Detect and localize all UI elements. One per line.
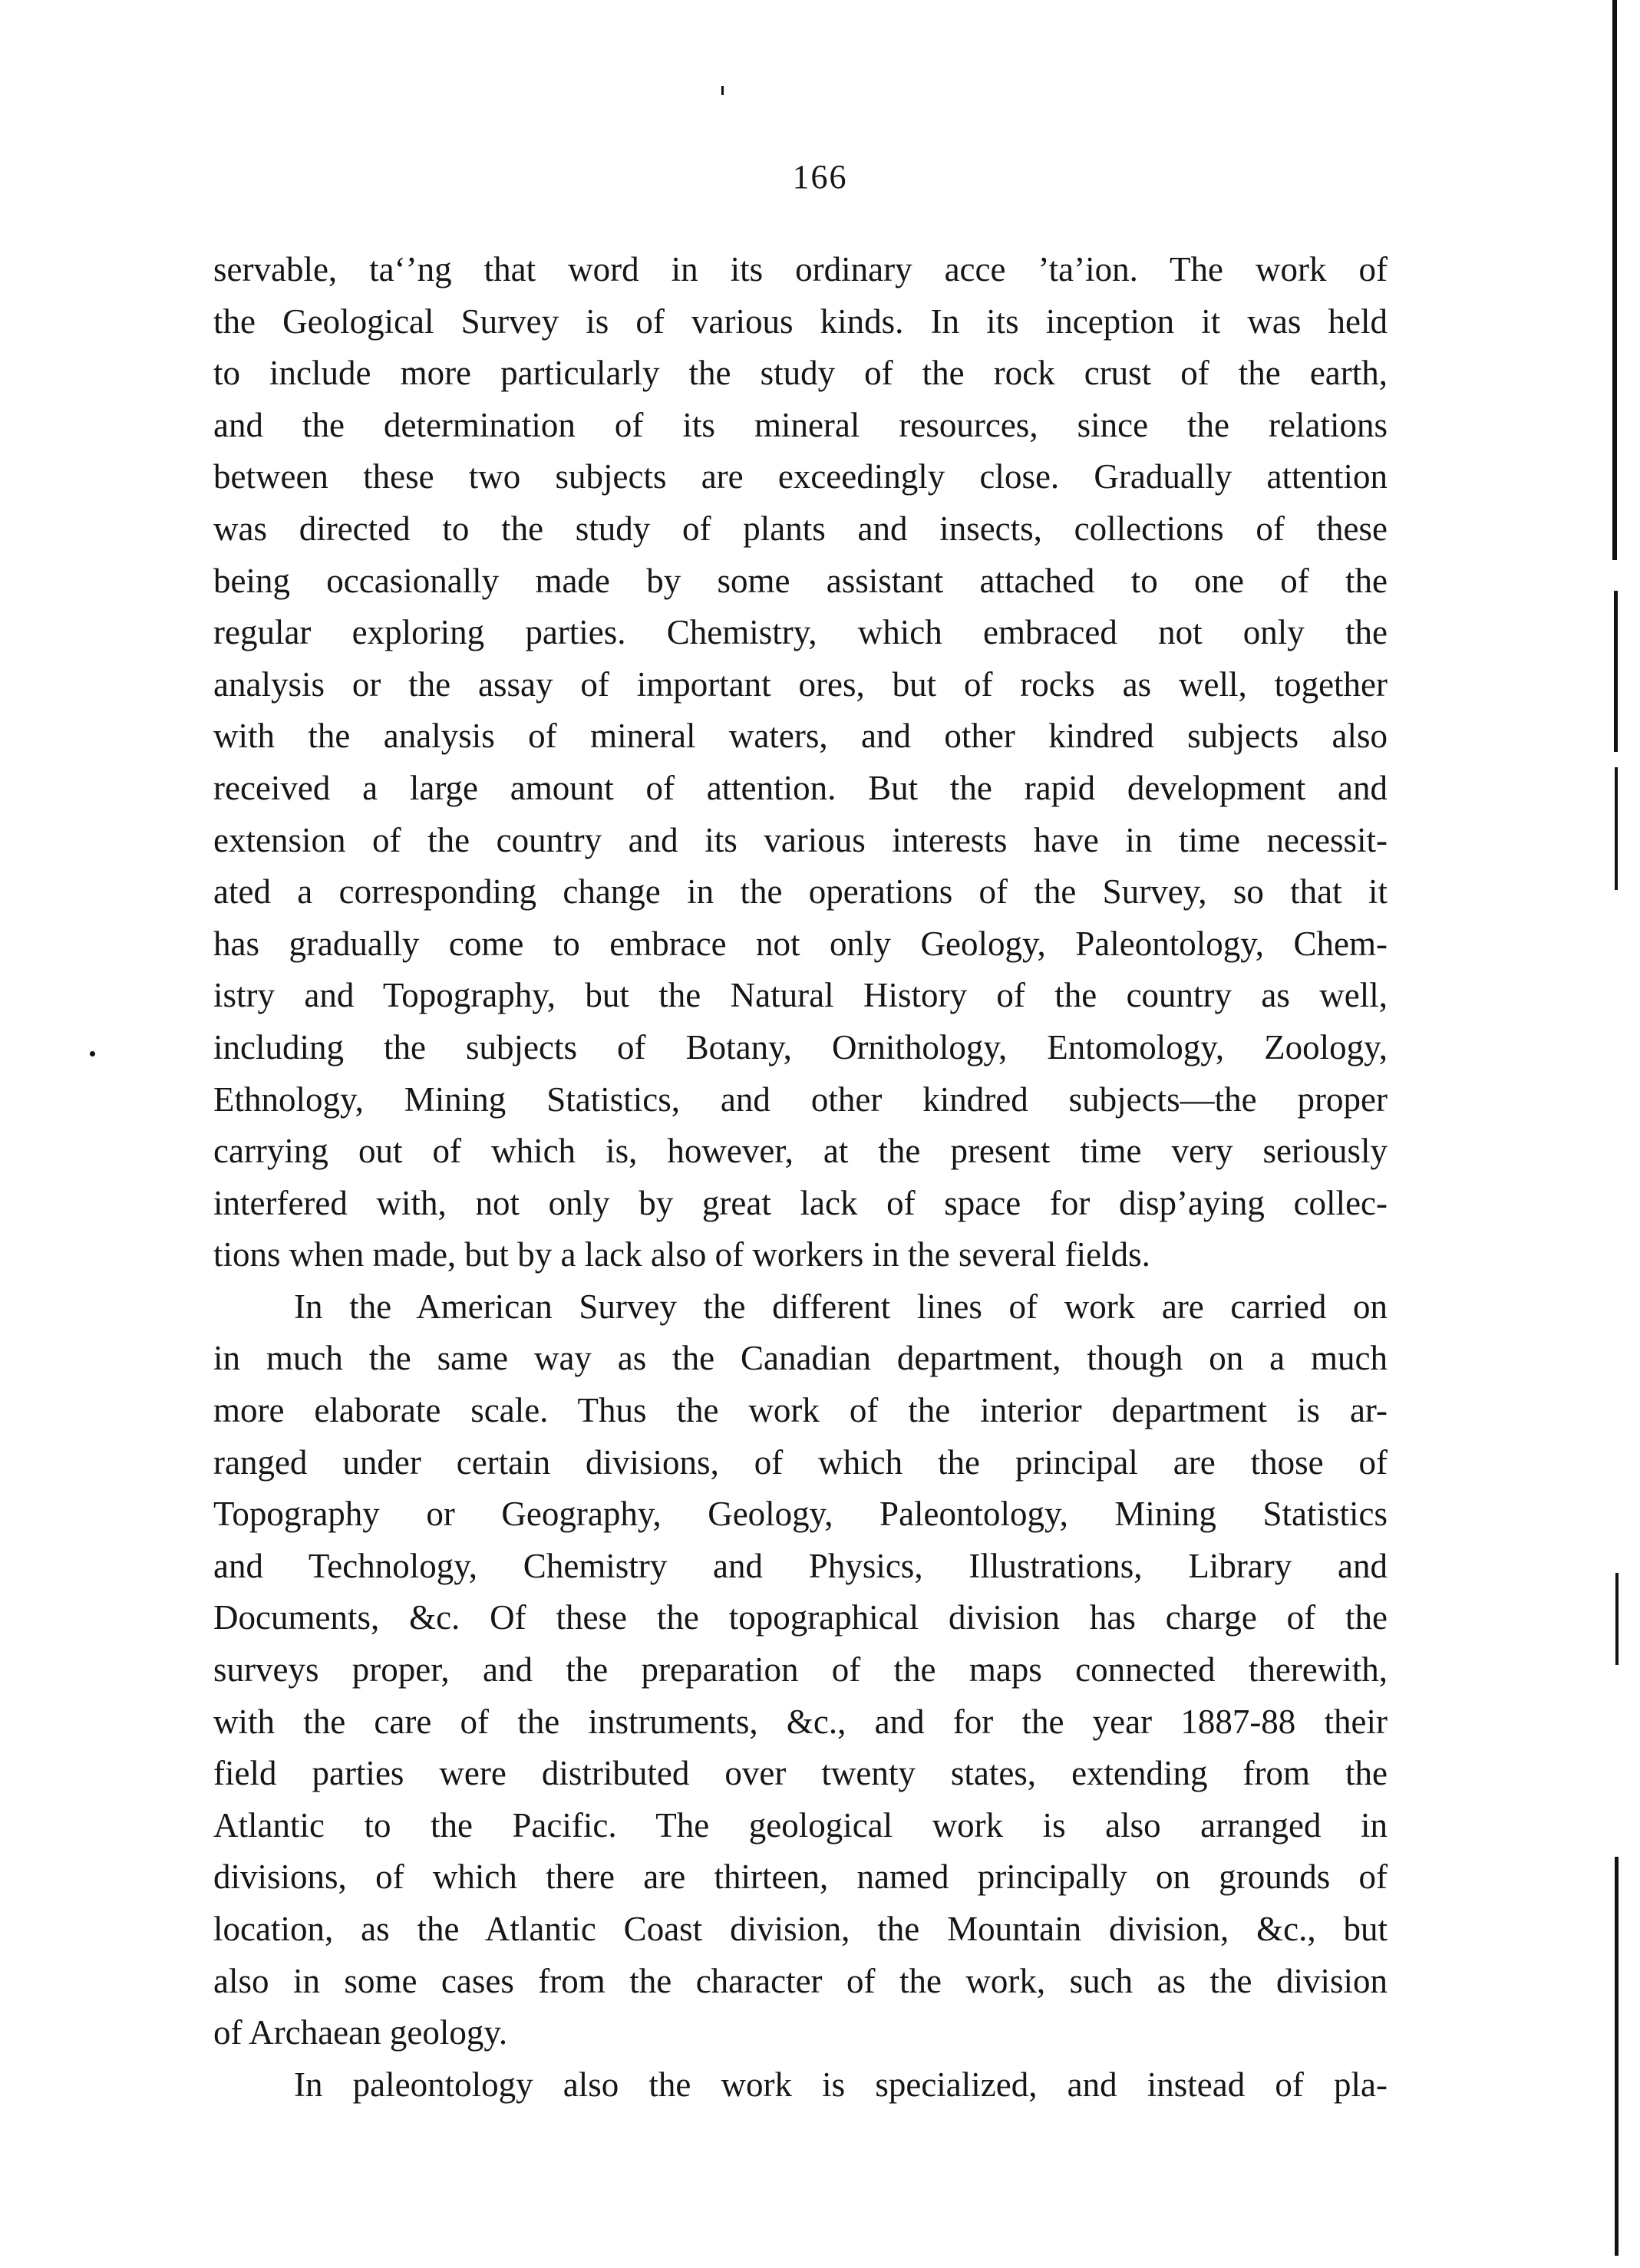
scan-edge-mark — [1614, 591, 1618, 752]
text-line: ranged under certain divisions, of which the principal are those of — [213, 1442, 1388, 1482]
text-line: being occasionally made by some assistant attached to one of the — [213, 561, 1388, 600]
text-line: extension of the country and its various interests have in time necessit- — [213, 820, 1388, 859]
text-line: field parties were distributed over twenty states, extending from the — [213, 1754, 1388, 1793]
text-line: istry and Topography, but the Natural History of the country as well, — [213, 976, 1388, 1015]
text-line: Topography or Geography, Geology, Paleontology, Mining Statistics — [213, 1495, 1388, 1534]
text-line: Documents, &c. Of these the topographical division has charge of the — [213, 1598, 1388, 1637]
text-line: Atlantic to the Pacific. The geological work is also arranged in — [213, 1805, 1388, 1844]
text-line: carrying out of which is, however, at the present time very seriously — [213, 1132, 1388, 1171]
text-line: interfered with, not only by great lack of space for disp’aying collec- — [213, 1183, 1388, 1222]
text-line: has gradually come to embrace not only Geology, Paleontology, Chem- — [213, 924, 1388, 963]
text-line: to include more particularly the study of the rock crust of the earth, — [213, 354, 1388, 393]
text-line: more elaborate scale. Thus the work of the interior department is ar- — [213, 1391, 1388, 1430]
body-text — [213, 244, 1388, 2111]
text-line: the Geological Survey is of various kinds. In its inception it was held — [213, 302, 1388, 341]
text-line: In paleontology also the work is specialized, and instead of pla- — [294, 2065, 1388, 2104]
text-line: analysis or the assay of important ores, but of rocks as well, together — [213, 664, 1388, 704]
text-line: was directed to the study of plants and insects, collections of these — [213, 509, 1388, 548]
text-line: Ethnology, Mining Statistics, and other kindred subjects—the proper — [213, 1080, 1388, 1119]
text-line: in much the same way as the Canadian department, though on a much — [213, 1339, 1388, 1378]
text-line: surveys proper, and the preparation of the maps connected therewith, — [213, 1650, 1388, 1689]
text-line: also in some cases from the character of the work, such as the division — [213, 1961, 1388, 2000]
scan-edge-mark — [1615, 1857, 1619, 2256]
text-line: between these two subjects are exceedingly close. Gradually attention — [213, 457, 1388, 496]
text-line: and the determination of its mineral resources, since the relations — [213, 405, 1388, 444]
scan-edge-mark — [1615, 767, 1618, 890]
text-line: servable, ta‘’ng that word in its ordinary acce ’ta’ion. The work of — [213, 250, 1388, 288]
text-line: divisions, of which there are thirteen, named principally on grounds of — [213, 1858, 1388, 1897]
text-line: tions when made, but by a lack also of workers in the several fields. — [213, 1235, 1150, 1274]
scan-edge-mark — [1615, 1573, 1619, 1665]
text-line: of Archaean geology. — [213, 2013, 508, 2052]
text-line: received a large amount of attention. But the rapid development and — [213, 768, 1388, 807]
text-line: with the care of the instruments, &c., and for the year 1887-88 their — [213, 1702, 1388, 1741]
page-number: 166 — [792, 158, 848, 196]
scan-speck — [721, 86, 724, 95]
text-line: including the subjects of Botany, Ornithology, Entomology, Zoology, — [213, 1027, 1388, 1066]
text-line: location, as the Atlantic Coast division, the Mountain division, &c., but — [213, 1910, 1388, 1948]
text-line: and Technology, Chemistry and Physics, Illustrations, Library and — [213, 1546, 1388, 1585]
text-line: ated a corresponding change in the operations of the Survey, so that it — [213, 872, 1388, 911]
text-line: regular exploring parties. Chemistry, which embraced not only the — [213, 613, 1388, 652]
scan-edge-mark — [1612, 0, 1617, 560]
text-line: In the American Survey the different lines of work are carried on — [294, 1287, 1388, 1326]
scan-speck — [90, 1051, 95, 1057]
text-line: with the analysis of mineral waters, and other kindred subjects also — [213, 717, 1388, 756]
